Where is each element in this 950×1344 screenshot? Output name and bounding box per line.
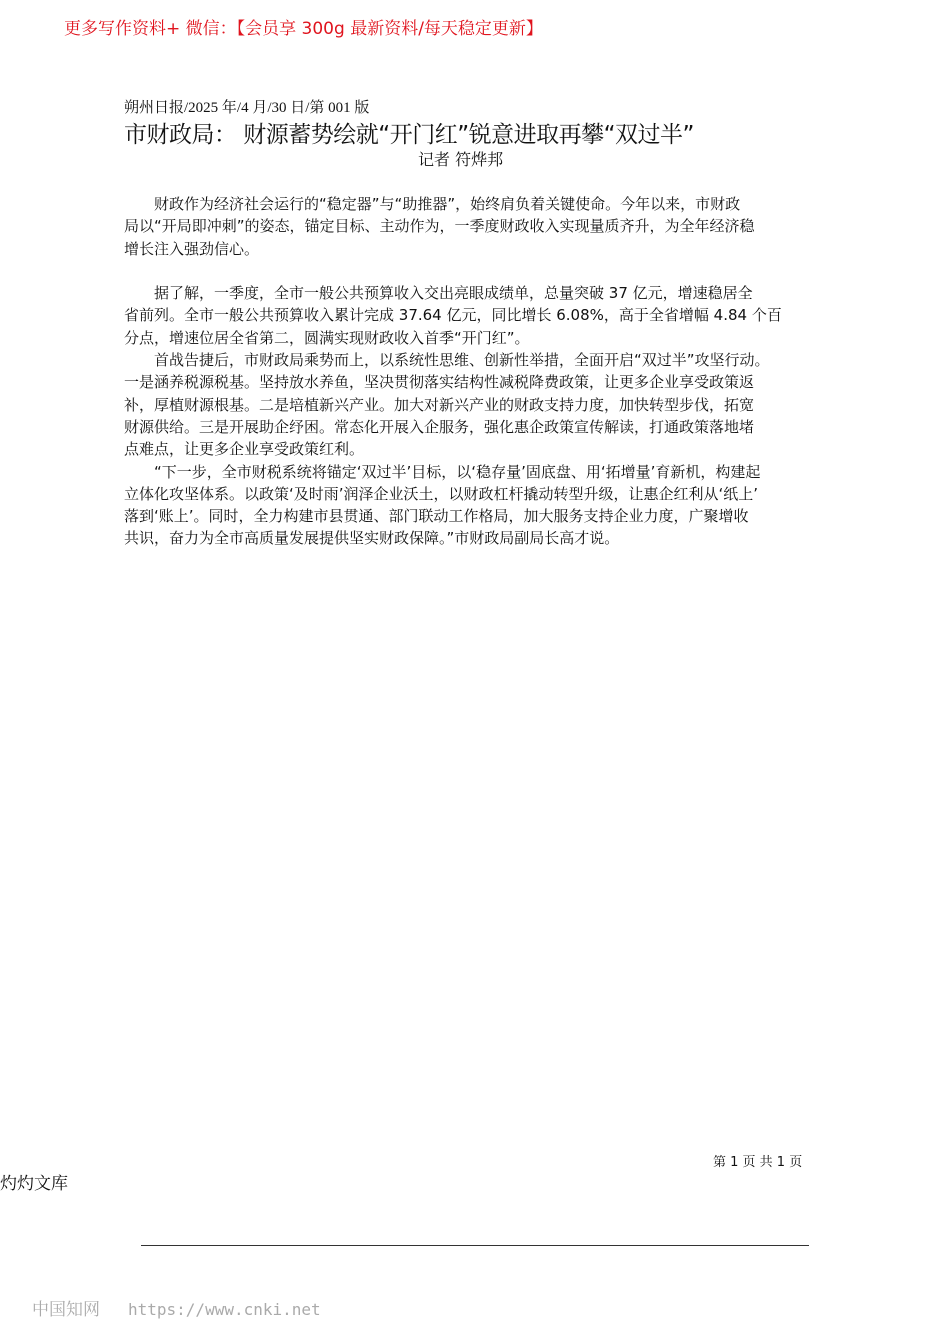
wenku-watermark: 灼灼文库 (0, 1174, 68, 1194)
text-line: 补，厚植财源根基。二是培植新兴产业。加大对新兴产业的财政支持力度，加快转型步伐，拓宽 (124, 395, 755, 414)
article-byline: 记者 符烨邦 (418, 150, 504, 169)
text-line: 省前列。全市一般公共预算收入累计完成 37.64 亿元，同比增长 6.08%，高于全省增幅 4.84 个百 (124, 306, 782, 325)
text-line: 增长注入强劲信心。 (124, 239, 260, 258)
cnki-footer (32, 1295, 321, 1320)
page-indicator: 第 1 页 共 1 页 (713, 1155, 803, 1170)
text-line: 分点，增速位居全省第二，圆满实现财政收入首季“开门红”。 (124, 328, 530, 347)
text-line: 立体化攻坚体系。以政策‘及时雨’润泽企业沃土，以财政杠杆撬动转型升级，让惠企红利从‘纸上’ (124, 484, 759, 503)
text-line: 局以“开局即冲刺”的姿态，锚定目标、主动作为，一季度财政收入实现量质齐升，为全年经济稳 (124, 217, 755, 236)
promo-banner[interactable]: 更多写作资料+ 微信：【会员享 300g 最新资料/每天稳定更新】 (64, 19, 543, 39)
text-line: 据了解，一季度，全市一般公共预算收入交出亮眼成绩单，总量突破 37 亿元，增速稳居全 (124, 284, 753, 303)
paragraph (124, 193, 844, 260)
text-line: 财政作为经济社会运行的“稳定器”与“助推器”，始终肩负着关键使命。今年以来，市财政 (124, 195, 741, 213)
text-line: 点难点，让更多企业享受政策红利。 (124, 440, 365, 459)
text-line: 首战告捷后，市财政局乘势而上，以系统性思维、创新性举措，全面开启“双过半”攻坚行动。 (124, 351, 770, 370)
text-line: 共识，奋力为全市高质量发展提供坚实财政保障。”市财政局副局长高才说。 (124, 529, 620, 548)
article-body (124, 193, 844, 550)
paragraph (124, 461, 844, 550)
footer-divider (141, 1245, 809, 1246)
article-title: 市财政局： 财源蓄势绘就“开门红”锐意进取再攀“双过半” (124, 122, 694, 148)
cnki-logo: 中国知网 (32, 1300, 100, 1320)
article-source: 朔州日报/2025 年/4 月/30 日/第 001 版 (124, 100, 370, 116)
text-line: 财源供给。三是开展助企纾困。常态化开展入企服务，强化惠企政策宣传解读，打通政策落地堵 (124, 417, 755, 436)
paragraph (124, 282, 844, 349)
paragraph (124, 349, 844, 460)
text-line: 一是涵养税源税基。坚持放水养鱼，坚决贯彻落实结构性减税降费政策，让更多企业享受政策返 (124, 373, 755, 392)
text-line: “下一步，全市财税系统将锚定‘双过半’目标，以‘稳存量’固底盘、用‘拓增量’育新机，构建起 (124, 462, 761, 481)
cnki-url-link[interactable]: https://www.cnki.net (128, 1300, 321, 1319)
text-line: 落到‘账上’。同时，全力构建市县贯通、部门联动工作格局，加大服务支持企业力度，广聚增收 (124, 507, 749, 526)
